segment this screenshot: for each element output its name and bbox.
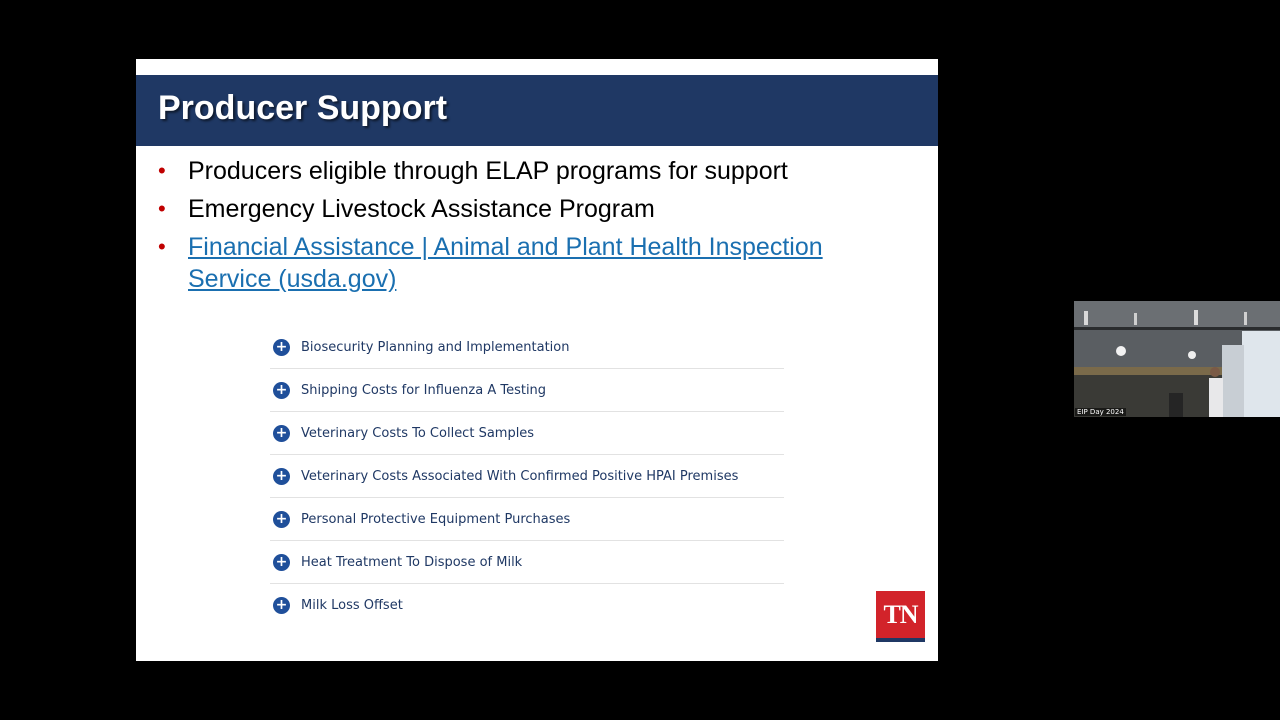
presentation-slide	[136, 59, 938, 661]
slide-title-bar	[136, 75, 938, 146]
logo-text: TN	[883, 599, 918, 629]
accordion-item-heat-treatment[interactable]	[270, 541, 784, 584]
plus-circle-icon[interactable]: +	[273, 339, 290, 356]
link-text-line2[interactable]: Service (usda.gov)	[188, 265, 397, 293]
plus-circle-icon[interactable]: +	[273, 511, 290, 528]
bullet-item	[158, 155, 878, 187]
plus-circle-icon[interactable]: +	[273, 468, 290, 485]
accordion-item-shipping-costs[interactable]	[270, 369, 784, 412]
bullet-text: Producers eligible through ELAP programs for support	[188, 157, 788, 185]
speaker-video-tile[interactable]	[1074, 301, 1280, 417]
assistance-accordion	[270, 326, 784, 626]
accordion-item-label: Biosecurity Planning and Implementation	[301, 339, 570, 355]
accordion-item-milk-loss-offset[interactable]	[270, 584, 784, 626]
accordion-item-label: Heat Treatment To Dispose of Milk	[301, 554, 523, 570]
speaker-video-frame	[1074, 301, 1280, 417]
slide-title: Producer Support	[158, 89, 448, 127]
participant-name-label: EIP Day 2024	[1077, 408, 1124, 416]
bullet-text: Emergency Livestock Assistance Program	[188, 195, 655, 223]
bullet-dot-icon: •	[158, 196, 166, 221]
plus-circle-icon[interactable]: +	[273, 597, 290, 614]
bullet-item	[158, 231, 878, 295]
plus-circle-icon[interactable]: +	[273, 382, 290, 399]
bullet-dot-icon: •	[158, 234, 166, 259]
usda-financial-assistance-link[interactable]	[188, 233, 823, 293]
accordion-item-label: Veterinary Costs To Collect Samples	[301, 425, 535, 441]
accordion-item-label: Personal Protective Equipment Purchases	[301, 511, 571, 527]
plus-circle-icon[interactable]: +	[273, 554, 290, 571]
accordion-item-label: Milk Loss Offset	[301, 597, 403, 613]
bullet-dot-icon: •	[158, 158, 166, 183]
tennessee-logo	[876, 591, 925, 642]
accordion-item-vet-sample-costs[interactable]	[270, 412, 784, 455]
accordion-item-ppe-purchases[interactable]	[270, 498, 784, 541]
link-text-line1[interactable]: Financial Assistance | Animal and Plant Health Inspection	[188, 233, 823, 261]
accordion-item-label: Veterinary Costs Associated With Confirmed Positive HPAI Premises	[301, 468, 739, 484]
bullet-list	[158, 155, 878, 301]
accordion-item-label: Shipping Costs for Influenza A Testing	[301, 382, 547, 398]
bullet-item	[158, 193, 878, 225]
plus-circle-icon[interactable]: +	[273, 425, 290, 442]
accordion-item-biosecurity[interactable]	[270, 326, 784, 369]
accordion-item-vet-hpai-costs[interactable]	[270, 455, 784, 498]
